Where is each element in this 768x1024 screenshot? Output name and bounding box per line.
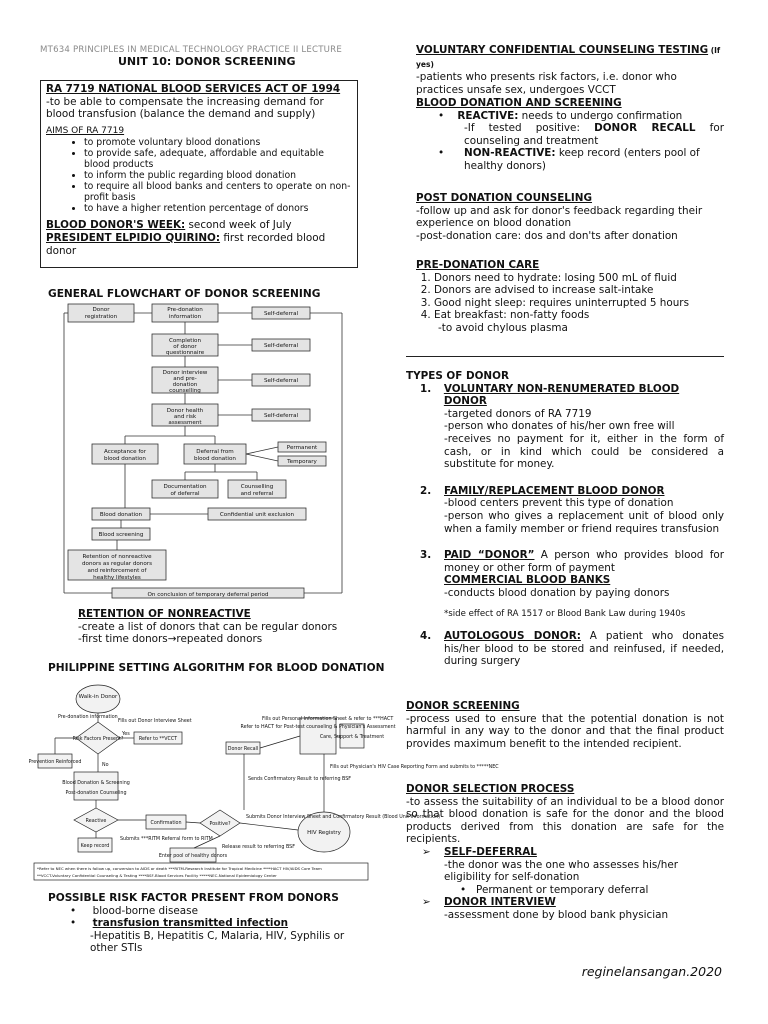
type-1b: -person who donates of his/her own free will	[444, 420, 675, 433]
signature: reginelansangan.2020	[581, 964, 722, 979]
fc-int4: counselling	[169, 388, 201, 394]
ph-fillsout3: Fills out Physician's HIV Case Reporting Form and submits to *****NEC	[330, 765, 499, 770]
ra-desc: -to be able to compensate the increasing demand for blood transfusion (balance the demand and supply)	[46, 95, 324, 121]
vcct-small: (If yes)	[416, 46, 721, 69]
ph-refer2: Refer to HACT for Post-test counseling & Physician's Assessment	[240, 725, 396, 730]
care-item: 1. Donors need to hydrate: losing 500 mL of fluid	[434, 272, 724, 285]
dsp-title: DONOR SELECTION PROCESS	[406, 783, 575, 795]
fc-int2: and pre-	[173, 376, 197, 382]
type-1a: -targeted donors of RA 7719	[444, 407, 592, 420]
pdc-title: POST DONATION COUNSELING	[416, 192, 593, 204]
ds-title: DONOR SCREENING	[406, 700, 520, 712]
ph-reactive: Reactive	[85, 819, 107, 824]
week-label: BLOOD DONOR'S WEEK:	[46, 219, 186, 232]
bds-title: BLOOD DONATION AND SCREENING	[416, 97, 622, 109]
fc-reg: Donor	[92, 307, 110, 313]
ph-walkin: Walk-in Donor	[78, 694, 118, 700]
retention-l2: -first time donors→repeated donors	[78, 633, 263, 646]
aim-item: • to require all blood banks and centers to operate on non-profit basis	[84, 181, 352, 203]
care-list	[416, 272, 724, 322]
fc-ret1: Retention of nonreactive	[82, 554, 152, 560]
retention-l1: -create a list of donors that can be regular donors	[78, 620, 338, 633]
type-2-body	[406, 497, 724, 535]
aim-item: • to promote voluntary blood donations	[84, 137, 352, 148]
pdc-l2: -post-donation care: dos and don'ts after donation	[416, 229, 678, 242]
ph-fillsout: Fills out Donor Interview Sheet	[118, 719, 192, 724]
fc-int1: Donor interview	[162, 370, 208, 376]
dsp-di-title: DONOR INTERVIEW	[444, 896, 556, 909]
risk-sub: -Hepatitis B, Hepatitis C, Malaria, HIV, Syphilis or other STIs	[90, 929, 345, 955]
dsp-sdt: -the donor was the one who assesses his/her eligibility for self-donation	[444, 858, 679, 884]
aims-title: AIMS OF RA 7719	[46, 125, 125, 136]
fc-self3: Self-deferral	[263, 378, 299, 384]
ph-fillsout2: Fills out Personal Information Sheet & refer to ***HACT	[262, 717, 394, 722]
ph-sends: Sends Confirmatory Result to referring BSF	[248, 777, 352, 782]
general-flowchart	[60, 302, 360, 602]
types-title: TYPES OF DONOR	[406, 370, 509, 382]
type-4: 4. AUTOLOGOUS DONOR: A patient who donates his/her blood to be stored and reinfused, if needed, during surgery	[420, 630, 724, 668]
type-3n: *side effect of RA 1517 or Blood Bank Law during 1940s	[444, 608, 686, 619]
care-title: PRE-DONATION CARE	[416, 259, 540, 271]
risk-title: POSSIBLE RISK FACTOR PRESENT FROM DONORS	[48, 892, 339, 904]
ds-section	[406, 700, 724, 750]
fc-cou1: Counselling	[240, 484, 274, 490]
fc-self1: Self-deferral	[263, 311, 299, 317]
risk-i1: blood-borne disease	[92, 904, 198, 917]
week-text: second week of July	[185, 219, 292, 232]
ds-text: -process used to ensure that the potential donation is not harmful in any way to the donor and that the final product provides maximum benefit to the intended recipient.	[406, 712, 724, 750]
aim-item: • to inform the public regarding blood donation	[84, 170, 352, 181]
bds-nr-text: keep record (enters pool of healthy donors)	[464, 147, 700, 172]
president-label: PRESIDENT ELPIDIO QUIRINO:	[46, 231, 221, 244]
ph-release: Release result to referring BSF	[222, 845, 295, 850]
aims-list	[46, 137, 352, 214]
dsp-sdb: • Permanent or temporary deferral	[460, 883, 649, 896]
ph-note2: **VCCT-Voluntary Confidential Counseling & Testing ****BSF-Blood Services Facility *****NEC-National Epidemiology Center	[37, 873, 277, 878]
ph-predonation: Pre-donation information	[58, 715, 118, 720]
ra-title: RA 7719 NATIONAL BLOOD SERVICES ACT OF 1994	[46, 83, 341, 95]
retention-section	[78, 608, 368, 646]
pdc-section	[416, 192, 724, 242]
type-2: 2. FAMILY/REPLACEMENT BLOOD DONOR	[420, 484, 665, 497]
fc-scr: Blood screening	[98, 532, 144, 538]
ra-box	[40, 80, 358, 268]
aim-item: • to have a higher retention percentage of donors	[84, 203, 352, 214]
dsp-section	[406, 783, 724, 922]
care-item: 3. Good night sleep: requires uninterrupted 5 hours	[434, 297, 724, 310]
ph-yes: Yes	[122, 732, 130, 737]
type-3c: COMMERCIAL BLOOD BANKS	[444, 574, 611, 587]
ph-keep: Keep record	[80, 844, 110, 849]
type-2b: -person who gives a replacement unit of blood only when a family member or friend requires transfusion	[444, 509, 724, 535]
fc-int3: donation	[172, 382, 198, 388]
type-4-title: AUTOLOGOUS DONOR:	[444, 630, 581, 643]
type-3-body	[406, 574, 724, 620]
bds-positive	[416, 122, 724, 147]
ph-positive: Positive?	[209, 822, 231, 827]
ph-care: Care, Support & Treatment	[319, 735, 385, 740]
ph-hiv: HIV Registry	[307, 830, 341, 836]
type-3-title: PAID “DONOR”	[444, 549, 535, 562]
ph-refer: Refer to **VCCT	[138, 737, 178, 742]
fc-cou2: and referral	[240, 491, 274, 497]
type-3: 3. PAID “DONOR” A person who provides blood for money or other form of payment	[420, 549, 724, 574]
president	[46, 232, 352, 257]
bds-pos-post: for counseling and treatment	[464, 122, 724, 147]
fc-def2: blood donation	[194, 456, 236, 462]
dsp-sd-title: SELF-DEFERRAL	[444, 845, 537, 858]
bds-nonreactive: • NON-REACTIVE: keep record (enters pool of healthy donors)	[438, 147, 700, 172]
fc-h3: assessment	[168, 420, 202, 426]
fc-ret2: donors as regular donors	[82, 561, 152, 567]
types-section	[406, 370, 724, 668]
type-3-text: A person who provides blood for money or other form of payment	[444, 549, 724, 574]
fc-perm: Permanent	[286, 445, 318, 451]
bds-section	[416, 97, 724, 173]
risk-item-2: • transfusion transmitted infection	[70, 917, 289, 930]
ph-recall: Donor Recall	[227, 747, 259, 752]
dsp-sd: ➢ SELF-DEFERRAL	[422, 845, 537, 858]
dsp-dit: -assessment done by blood bank physician	[444, 908, 669, 921]
bds-r-label: REACTIVE:	[457, 109, 519, 122]
type-2-title: FAMILY/REPLACEMENT BLOOD DONOR	[444, 484, 665, 497]
fc-temp: Temporary	[287, 459, 317, 465]
dsp-text: -to assess the suitability of an individual to be a blood donor so that blood donation is safe for the donor and the blood products derived from this donation are safe for the recipients.	[406, 795, 724, 846]
unit-title: UNIT 10: DONOR SCREENING	[118, 55, 296, 68]
ph-submits2: Submits Donor Interview Sheet and Confirmatory Result (Blood Unit Information)	[246, 815, 441, 820]
fc-acc2: blood donation	[104, 456, 146, 462]
fc-doc2: of deferral	[170, 491, 200, 497]
ph-title: PHILIPPINE SETTING ALGORITHM FOR BLOOD DONATION	[48, 662, 385, 674]
care-item: 2. Donors are advised to increase salt-intake	[434, 284, 724, 297]
flowchart-title: GENERAL FLOWCHART OF DONOR SCREENING	[48, 288, 321, 300]
fc-comp1: Completion	[168, 338, 202, 344]
fc-conc: On conclusion of temporary deferral period	[147, 592, 269, 598]
dsp-di: ➢ DONOR INTERVIEW	[422, 896, 556, 909]
bds-pos-pre: -If tested positive:	[464, 122, 595, 135]
aim-item: • to provide safe, adequate, affordable and equitable blood products	[84, 148, 352, 170]
fc-h2: and risk	[173, 414, 197, 420]
fc-def1: Deferral from	[196, 449, 234, 455]
type-1: 1. VOLUNTARY NON-RENUMERATED BLOOD DONOR	[406, 383, 724, 408]
donor-week	[46, 219, 352, 232]
type-1-title: VOLUNTARY NON-RENUMERATED BLOOD DONOR	[443, 382, 680, 408]
fc-reg2: registration	[84, 314, 118, 320]
type-1-body	[406, 408, 724, 471]
ph-note1: *Refer to NEC when there is follow up, conversion to AIDS or death ***RITM-Research Institute for Tropical Medicine ****HACT HIV/AIDS Core Team	[37, 866, 322, 871]
type-3d: -conducts blood donation by paying donors	[444, 586, 670, 599]
care-section	[416, 259, 724, 335]
ph-enterpool: Enter pool of healthy donors	[158, 854, 228, 859]
care-sub: -to avoid chylous plasma	[438, 321, 568, 334]
fc-h1: Donor health	[166, 408, 204, 414]
bds-pos-bold: DONOR RECALL	[594, 122, 696, 135]
bds-nr-label: NON-REACTIVE:	[464, 147, 556, 160]
bds-r-text: needs to undergo confirmation	[518, 109, 683, 122]
pdc-l1: -follow up and ask for donor's feedback regarding their experience on blood donation	[416, 204, 703, 230]
course-title: MT634 PRINCIPLES IN MEDICAL TECHNOLOGY PRACTICE II LECTURE	[40, 45, 342, 55]
ph-confirmation: Confirmation	[150, 821, 182, 826]
type-4-text: A patient who donates his/her blood to be stored and reinfused, if needed, during surgery	[444, 630, 724, 668]
risk-section	[48, 892, 368, 955]
bds-reactive: • REACTIVE: needs to undergo confirmation	[438, 109, 683, 122]
fc-conf: Confidential unit exclusion	[219, 512, 295, 518]
ph-postcounsel: Post-donation Counseling	[65, 791, 127, 796]
president-text: first recorded blood donor	[46, 231, 326, 257]
fc-ret3: and reinforcement of	[87, 568, 147, 574]
retention-title: RETENTION OF NONREACTIVE	[78, 608, 251, 620]
ph-risk: Risk Factors Present?	[72, 737, 124, 742]
fc-ret4: healthy lifestyles	[93, 575, 141, 581]
risk-i2: transfusion transmitted infection	[92, 917, 289, 930]
ph-prevention: Prevention Reinforced	[28, 760, 82, 765]
fc-pre: Pre-donation	[167, 307, 203, 313]
fc-self2: Self-deferral	[263, 343, 299, 349]
dsp-sdb-text: Permanent or temporary deferral	[476, 883, 649, 896]
fc-comp2: of donor	[173, 344, 197, 350]
divider	[406, 356, 724, 357]
ph-no: No	[102, 763, 109, 768]
fc-don: Blood donation	[99, 512, 143, 518]
fc-doc1: Documentation	[163, 484, 207, 490]
type-2a: -blood centers prevent this type of donation	[444, 497, 674, 510]
vcct-text: -patients who presents risk factors, i.e. donor who practices unsafe sex, undergoes VCCT	[416, 71, 677, 96]
risk-item-1: • blood-borne disease	[70, 904, 198, 917]
vcct-title: VOLUNTARY CONFIDENTIAL COUNSELING TESTING	[416, 44, 709, 56]
ph-submits: Submits ***RITM Referral form to RITM	[120, 837, 213, 842]
care-item: 4. Eat breakfast: non-fatty foods	[434, 309, 724, 322]
vcct-section	[416, 44, 724, 96]
fc-pre2: information	[168, 314, 202, 320]
fc-comp3: questionnaire	[165, 350, 205, 356]
ph-blood: Blood Donation & Screening	[62, 781, 130, 786]
type-1c: -receives no payment for it, either in the form of cash, or in kind which could be considered a substitute for money.	[444, 432, 724, 471]
fc-acc1: Acceptance for	[103, 449, 147, 455]
fc-self4: Self-deferral	[263, 413, 299, 419]
